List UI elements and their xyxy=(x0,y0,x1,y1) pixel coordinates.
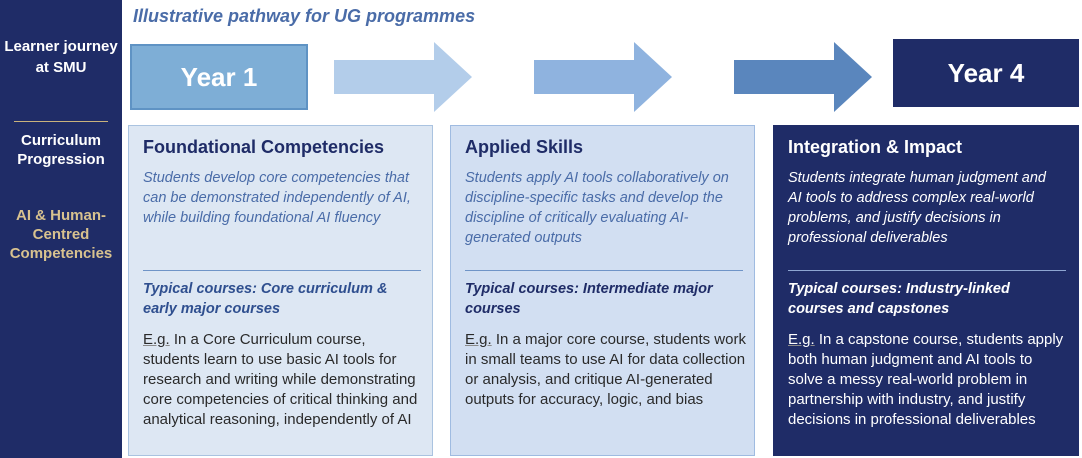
card-description: Students integrate human judgment and AI tools to address complex real-world problems, and justify decisions in professional deliverables xyxy=(788,170,1046,246)
card-example xyxy=(465,330,747,410)
progress-arrow-2 xyxy=(534,42,672,112)
card-divider xyxy=(143,270,421,271)
card-divider xyxy=(788,270,1066,271)
card-example xyxy=(143,330,425,430)
card-typical-courses: Typical courses: Core curriculum & early major courses xyxy=(143,281,388,317)
sidebar-divider xyxy=(14,121,108,122)
progress-arrow-3 xyxy=(734,42,872,112)
stage-card-foundational xyxy=(128,125,433,456)
sidebar-curriculum-label: Curriculum Progression xyxy=(17,132,105,168)
card-description: Students apply AI tools collaboratively on discipline-specific tasks and develop the discipline of critically evaluating AI-generated outputs xyxy=(465,170,729,246)
card-typical-courses: Typical courses: Industry-linked courses and capstones xyxy=(788,281,1010,317)
example-text: In a Core Curriculum course, students learn to use basic AI tools for research and writing while demonstrating core competencies of critical thinking and analytical reasoning, independently of AI xyxy=(143,331,418,428)
sidebar xyxy=(0,0,122,458)
example-prefix: E.g. xyxy=(143,331,170,348)
card-typical-courses: Typical courses: Intermediate major courses xyxy=(465,281,713,317)
year-1-box: Year 1 xyxy=(130,44,308,110)
year-4-box: Year 4 xyxy=(893,39,1079,107)
sidebar-journey-label: Learner journey at SMU xyxy=(4,38,118,76)
example-prefix: E.g. xyxy=(465,331,492,348)
card-title: Foundational Competencies xyxy=(143,137,385,157)
example-text: In a capstone course, students apply both human judgment and AI tools to solve a messy real-world problem in partnership with industry, and justify decisions in professional deliverables xyxy=(788,331,1064,428)
example-text: In a major core course, students work in small teams to use AI for data collection or analysis, and critique AI-generated outputs for accuracy, logic, and bias xyxy=(465,331,746,408)
pathway-title: Illustrative pathway for UG programmes xyxy=(133,6,476,26)
stage-card-integration xyxy=(773,125,1079,456)
card-title: Integration & Impact xyxy=(788,137,963,157)
card-title: Applied Skills xyxy=(465,137,584,157)
card-description: Students develop core competencies that can be demonstrated independently of AI, while building foundational AI fluency xyxy=(143,170,411,226)
sidebar-ai-label: AI & Human-Centred Competencies xyxy=(9,207,113,262)
progress-arrow-1 xyxy=(334,42,472,112)
card-example xyxy=(788,330,1070,430)
card-divider xyxy=(465,270,743,271)
example-prefix: E.g. xyxy=(788,331,815,348)
stage-card-applied xyxy=(450,125,755,456)
